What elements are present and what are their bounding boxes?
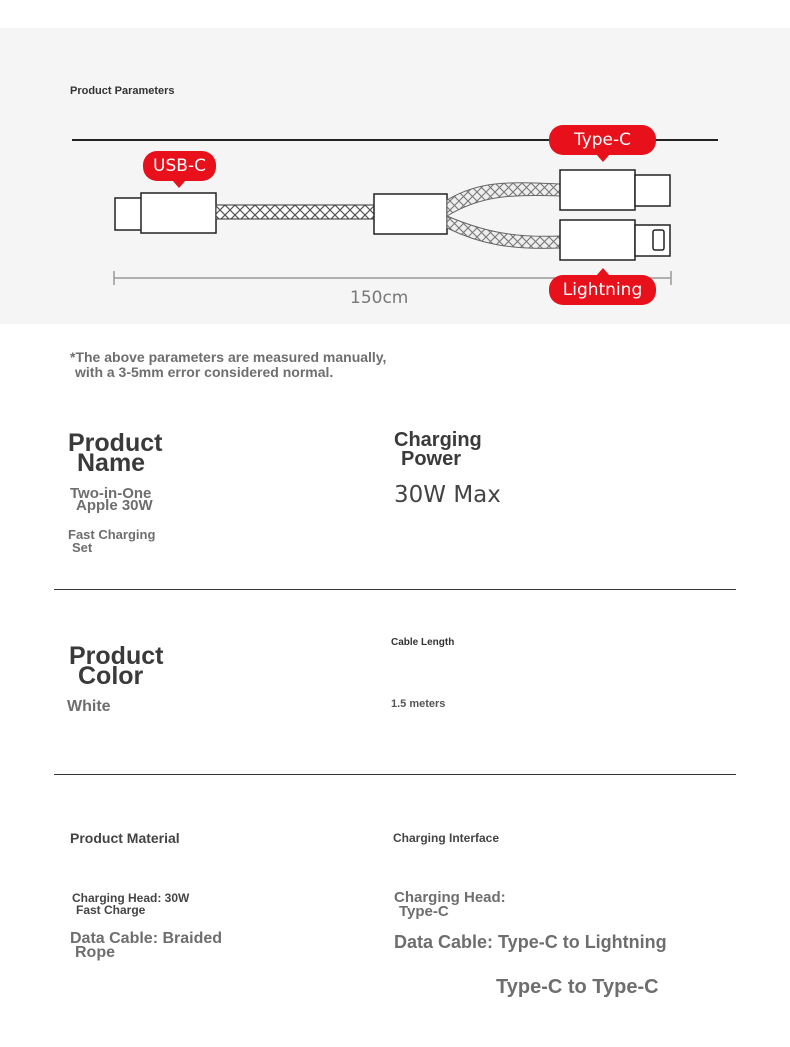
split-cable-bottom: [447, 216, 560, 248]
charging-power-label: Charging Power: [394, 429, 482, 470]
measurement-note: [70, 350, 386, 380]
usb-c-badge-arrow: [172, 180, 186, 188]
usb-c-badge: USB-C: [143, 151, 216, 181]
cable-length-label: Cable Length: [391, 637, 455, 648]
cable-length-value: 1.5 meters: [391, 698, 446, 710]
divider-1: [54, 589, 736, 590]
lightning-badge: Lightning: [549, 275, 656, 305]
product-material-label: Product Material: [70, 830, 180, 846]
charging-interface-value-3: Type-C to Type-C: [496, 976, 659, 998]
splitter-block: [374, 194, 447, 234]
charging-power-value: 30W Max: [394, 482, 501, 508]
split-cable-top: [447, 183, 560, 216]
divider-2: [54, 774, 736, 775]
charging-interface-label: Charging Interface: [393, 831, 500, 845]
product-color-label: Product Color: [69, 642, 164, 690]
length-label: 150cm: [350, 288, 409, 308]
lightning-head: [560, 220, 635, 260]
type-c-badge: Type-C: [549, 125, 656, 155]
product-material-value-1: Charging Head: 30W Fast Charge: [72, 891, 190, 917]
charging-interface-value-2: Data Cable: Type-C to Lightning: [394, 932, 667, 952]
charging-interface-value-1: Charging Head: Type-C: [394, 889, 506, 920]
note-line-1: *The above parameters are measured manually,: [70, 349, 387, 365]
product-material-value-2: Data Cable: Braided Rope: [70, 930, 223, 961]
type-c-head: [560, 170, 635, 210]
product-name-label: Product Name: [68, 429, 163, 477]
product-color-value: White: [67, 698, 111, 715]
product-name-value-2: Fast Charging Set: [68, 527, 156, 555]
usb-c-plug-tip: [115, 198, 143, 230]
type-c-badge-arrow: [596, 154, 610, 162]
type-c-plug-tip: [635, 175, 670, 206]
note-line-2: with a 3-5mm error considered normal.: [75, 364, 334, 380]
usb-c-head: [141, 193, 216, 233]
lightning-pin: [653, 230, 664, 250]
diagram-title: Product Parameters: [70, 85, 175, 97]
product-name-value: Two-in-One Apple 30W: [70, 485, 153, 514]
braided-cable: [216, 205, 374, 219]
